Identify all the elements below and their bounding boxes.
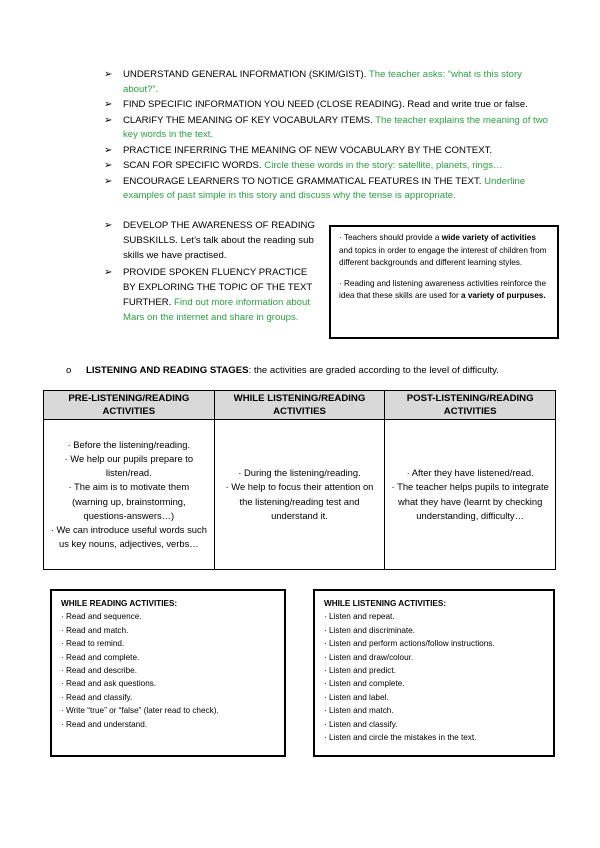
list-item: · Read and match. (61, 625, 129, 635)
arrow-bullet-icon: ➢ (104, 114, 113, 126)
skill-title: UNDERSTAND GENERAL INFORMATION (SKIM/GIST). (123, 69, 367, 80)
skill-title: CLARIFY THE MEANING OF KEY VOCABULARY ITEMS. (123, 114, 373, 126)
cell-line: · We can introduce useful words such us key nouns, adjectives, verbs… (50, 523, 207, 550)
stages-heading (66, 364, 566, 377)
while-reading-box (50, 589, 286, 757)
skill-example: The teacher asks: “what is this story about?”. (123, 69, 522, 95)
cell-line: · The teacher helps pupils to integrate what they have (learnt by checking understanding, difficulty… (391, 481, 549, 521)
box-title: WHILE READING ACTIVITIES: (61, 599, 178, 608)
list-item: · Read and describe. (61, 666, 138, 676)
arrow-bullet-icon: ➢ (104, 267, 113, 279)
cell-line: · The aim is to motivate them (warning up, brainstorming, questions-answers…) (68, 481, 190, 521)
list-item (104, 159, 552, 174)
arrow-bullet-icon: ➢ (104, 175, 113, 187)
teacher-note-box (329, 225, 559, 339)
table-row (44, 420, 556, 570)
list-item: · Listen and circle the mistakes in the text. (324, 733, 477, 743)
list-item: · Read and understand. (61, 719, 148, 729)
pre-stage-cell (44, 420, 215, 570)
list-item: · Write “true” or “false” (later read to check). (61, 706, 219, 716)
arrow-bullet-icon: ➢ (104, 220, 113, 231)
list-item: · Listen and classify. (324, 719, 398, 729)
skill-example: The teacher explains the meaning of two key words in the text. (123, 114, 548, 141)
skills-list-narrow (104, 219, 316, 329)
list-item: · Read and classify. (61, 692, 133, 702)
list-item: · Read and complete. (61, 652, 140, 662)
list-item: · Listen and match. (324, 706, 394, 716)
post-stage-cell (385, 420, 556, 570)
note-text: · Teachers should provide a (339, 233, 442, 242)
arrow-bullet-icon: ➢ (104, 160, 113, 172)
list-item (104, 144, 552, 159)
note-paragraph (339, 278, 549, 303)
list-item (104, 266, 316, 325)
skill-example: Read and write true or false. (407, 99, 528, 111)
list-item: · Listen and draw/colour. (324, 652, 414, 662)
skill-example: Find out more information about Mars on the internet and share in groups. (123, 296, 310, 323)
while-stage-header: WHILE LISTENING/READING ACTIVITIES (214, 391, 385, 420)
list-item: · Read and ask questions. (61, 679, 157, 689)
cell-line: · During the listening/reading. (238, 467, 361, 479)
note-emphasis: a variety of purpuses. (460, 291, 546, 301)
cell-line: · We help to focus their attention on the listening/reading test and understand it. (225, 481, 374, 521)
skill-example: Circle these words in the story: satellite, planets, rings… (264, 160, 503, 172)
arrow-bullet-icon: ➢ (104, 99, 113, 111)
note-text: and topics in order to engage the interest of children from different backgrounds and different learning styles. (339, 245, 547, 268)
skill-title: FIND SPECIFIC INFORMATION YOU NEED (CLOSE READING). (123, 99, 405, 111)
list-item (104, 219, 316, 263)
stages-table (43, 390, 556, 570)
activity-list (324, 610, 544, 744)
table-header-row (44, 391, 556, 420)
note-text: · Reading and listening awareness activities reinforce the idea that these skills are used for (339, 278, 547, 301)
skill-title: PRACTICE INFERRING THE MEANING OF NEW VOCABULARY BY THE CONTEXT. (123, 144, 493, 156)
arrow-bullet-icon: ➢ (104, 69, 113, 80)
stages-description: : the activities are graded according to the level of difficulty. (248, 365, 499, 376)
list-item: · Listen and perform actions/follow instructions. (324, 639, 495, 649)
list-item (104, 175, 552, 205)
list-item: · Listen and complete. (324, 679, 405, 689)
skill-title: ENCOURAGE LEARNERS TO NOTICE GRAMMATICAL FEATURES IN THE TEXT. (123, 175, 482, 187)
circle-bullet-icon: o (66, 365, 72, 376)
list-item: · Listen and label. (324, 692, 389, 702)
while-stage-cell (214, 420, 385, 570)
note-paragraph (339, 232, 549, 270)
arrow-bullet-icon: ➢ (104, 144, 113, 156)
list-item: · Read to remind. (61, 639, 125, 649)
post-stage-header: POST-LISTENING/READING ACTIVITIES (385, 391, 556, 420)
list-item: · Read and sequence. (61, 612, 142, 622)
cell-line: · After they have listened/read. (406, 467, 534, 479)
list-item (104, 114, 552, 144)
list-item (104, 68, 552, 98)
skill-example: Let’s talk about the reading sub skills we have practised. (123, 234, 314, 261)
while-listening-box (313, 589, 555, 757)
activity-list (61, 610, 275, 731)
list-item: · Listen and discriminate. (324, 625, 416, 635)
box-title: WHILE LISTENING ACTIVITIES: (324, 599, 447, 608)
list-item: · Listen and predict. (324, 666, 396, 676)
skills-list (104, 68, 552, 205)
cell-line: · Before the listening/reading. (67, 438, 191, 450)
note-emphasis: wide variety of activities (441, 233, 536, 242)
list-item: · Listen and repeat. (324, 612, 395, 622)
skill-example: Underline examples of past simple in this story and discuss why the tense is appropriate. (123, 175, 526, 202)
skill-title: SCAN FOR SPECIFIC WORDS. (123, 160, 262, 172)
skill-title: DEVELOP THE AWARENESS OF READING SUBSKILLS. (123, 220, 315, 246)
cell-line: · We help our pupils prepare to listen/read. (64, 452, 194, 479)
pre-stage-header: PRE-LISTENING/READING ACTIVITIES (44, 391, 215, 420)
skill-title: PROVIDE SPOKEN FLUENCY PRACTICE BY EXPLORING THE TOPIC OF THE TEXT FURTHER. (123, 267, 313, 308)
stages-title: LISTENING AND READING STAGES (86, 365, 249, 376)
list-item (104, 98, 552, 113)
